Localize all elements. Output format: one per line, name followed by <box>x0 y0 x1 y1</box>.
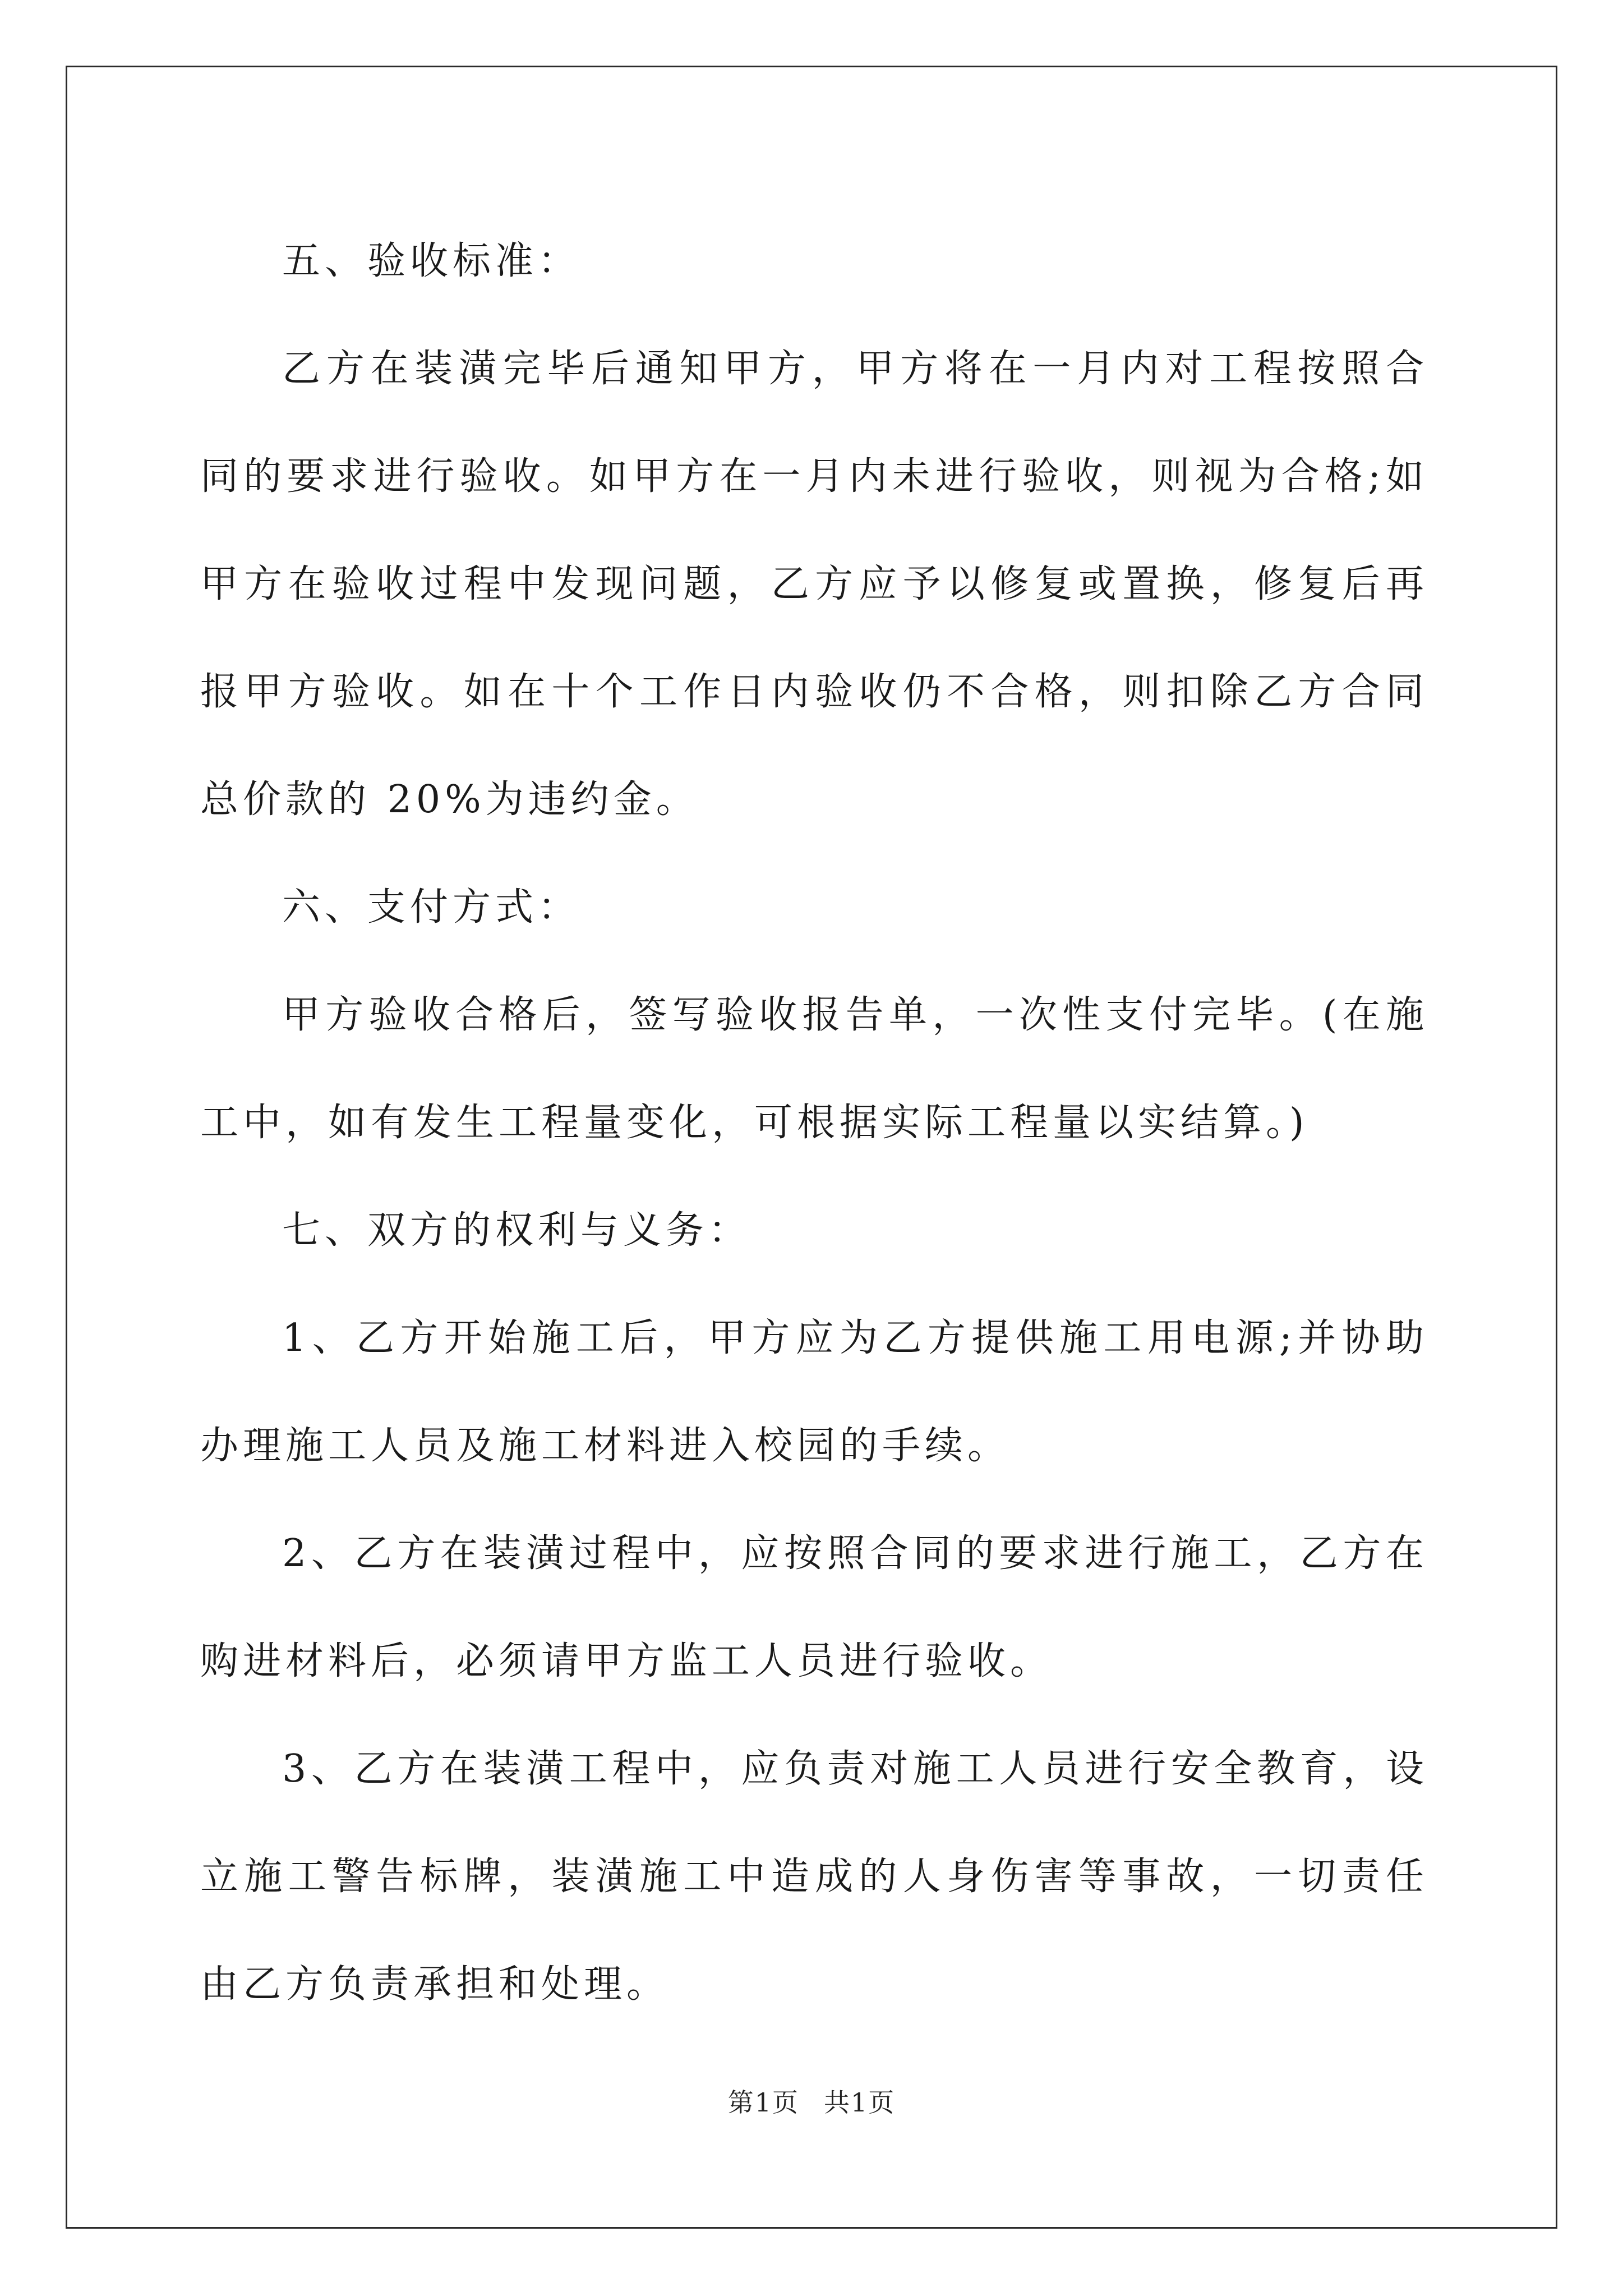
page-total: 共1页 <box>824 2087 896 2118</box>
paragraph-rights-3: 3、乙方在装潢工程中，应负责对施工人员进行安全教育，设立施工警告标牌，装潢施工中造成的人身伤害等事故，一切责任由乙方负责承担和处理。 <box>200 1747 1428 2007</box>
paragraph-rights-1: 1、乙方开始施工后，甲方应为乙方提供施工用电源;并协助办理施工人员及施工材料进入校园的手续。 <box>200 1316 1428 1468</box>
document-body <box>200 208 1428 2039</box>
paragraph-acceptance: 乙方在装潢完毕后通知甲方，甲方将在一月内对工程按照合同的要求进行验收。如甲方在一月内未进行验收，则视为合格;如甲方在验收过程中发现问题，乙方应予以修复或置换，修复后再报甲方验收。如在十个工作日内验收仍不合格，则扣除乙方合同总价款的 20%为违约金。 <box>200 347 1428 822</box>
section-heading-acceptance: 五、验收标准： <box>282 239 581 283</box>
section-heading-payment: 六、支付方式： <box>282 885 581 930</box>
section-heading-rights: 七、双方的权利与义务： <box>282 1208 751 1253</box>
page-footer <box>0 2086 1623 2119</box>
paragraph-payment: 甲方验收合格后，签写验收报告单，一次性支付完毕。(在施工中，如有发生工程量变化，可根据实际工程量以实结算。) <box>200 993 1428 1145</box>
page-number: 第1页 <box>727 2087 799 2118</box>
paragraph-rights-2: 2、乙方在装潢过程中，应按照合同的要求进行施工，乙方在购进材料后，必须请甲方监工人员进行验收。 <box>200 1531 1428 1683</box>
